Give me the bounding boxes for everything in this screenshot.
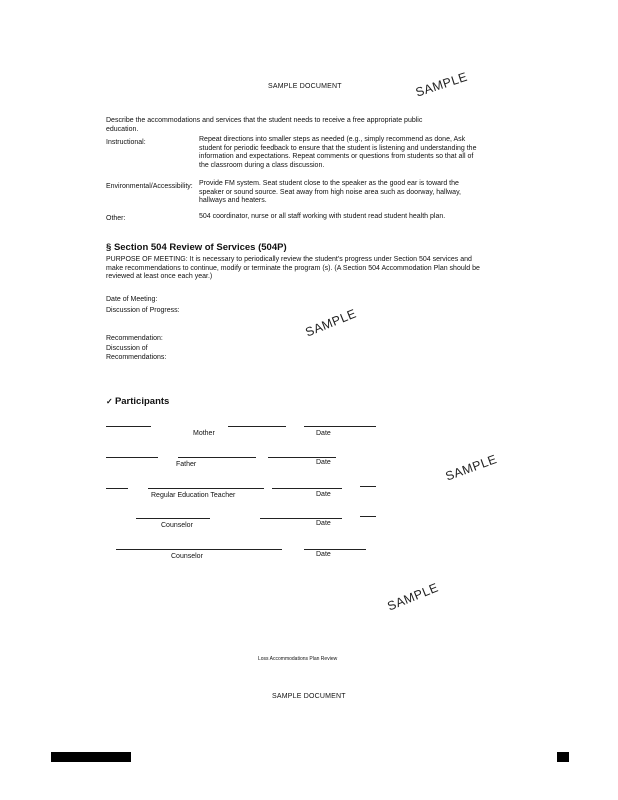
accommodation-text — [199, 213, 509, 222]
watermark-sample: SAMPLE — [413, 69, 470, 100]
signature-line — [272, 488, 342, 489]
purpose-text — [106, 256, 496, 282]
accommodation-line: hallways and heaters. — [199, 197, 267, 204]
redaction-bar — [557, 752, 569, 762]
signature-line — [148, 488, 264, 489]
participant-date: Date — [316, 520, 331, 527]
watermark-sample: SAMPLE — [303, 306, 359, 340]
discussion-progress-label: Discussion of Progress: — [106, 307, 180, 314]
accommodation-label: Other: — [106, 215, 126, 222]
watermark-sample: SAMPLE — [385, 580, 441, 614]
accommodation-text — [199, 136, 509, 170]
section-heading — [106, 242, 287, 253]
header-title: SAMPLE DOCUMENT — [268, 83, 342, 90]
purpose-line: make recommendations to continue, modify or terminate the program (s). (A Section 504 Accommodation Plan should be — [106, 264, 480, 272]
participants-heading — [106, 396, 169, 407]
accommodation-text — [199, 180, 509, 206]
check-icon: ✓ — [106, 397, 115, 406]
signature-line — [178, 457, 256, 458]
purpose-line: reviewed at least once each year.) — [106, 273, 213, 280]
participant-role: Counselor — [171, 553, 203, 560]
accommodation-line: Provide FM system. Seat student close to the speaker as the good ear is toward the — [199, 180, 459, 187]
signature-line — [360, 516, 376, 517]
redaction-bar — [51, 752, 131, 762]
participant-role: Counselor — [161, 522, 193, 529]
intro-line: education. — [106, 125, 139, 133]
signature-line — [106, 488, 128, 489]
accommodation-label: Instructional: — [106, 139, 146, 146]
signature-line — [228, 426, 286, 427]
footer-note: Loss Accommodations Plan Review — [258, 656, 338, 662]
participant-role: Regular Education Teacher — [151, 492, 236, 499]
signature-line — [360, 486, 376, 487]
accommodation-line: the classroom during a class discussion. — [199, 161, 325, 169]
watermark-sample: SAMPLE — [443, 452, 499, 484]
accommodation-line: student for periodic feedback to ensure that the student is listening and understanding the — [199, 144, 477, 152]
participant-role: Mother — [193, 430, 215, 437]
participant-role: Father — [176, 461, 197, 468]
signature-line — [304, 426, 376, 427]
signature-line — [106, 426, 151, 427]
purpose-line: PURPOSE OF MEETING: It is necessary to periodically review the student's progress under Section 504 services and — [106, 256, 472, 263]
signature-line — [106, 457, 158, 458]
accommodation-line: 504 coordinator, nurse or all staff working with student read student health plan. — [199, 213, 446, 220]
intro-line: Describe the accommodations and services that the student needs to receive a free appropriate public — [106, 117, 423, 124]
participant-date: Date — [316, 491, 331, 498]
participant-date: Date — [316, 551, 331, 558]
date-of-meeting-label: Date of Meeting: — [106, 296, 158, 303]
signature-line — [260, 518, 342, 519]
section-symbol: § — [106, 242, 114, 253]
signature-line — [136, 518, 210, 519]
discussion-label-line: Discussion of — [106, 345, 148, 352]
accommodation-line: Repeat directions into smaller steps as needed (e.g., simply recommend as done, Ask — [199, 136, 466, 143]
participants-heading-text: Participants — [114, 396, 170, 407]
signature-line — [116, 549, 282, 550]
discussion-recommendations-label — [106, 345, 166, 362]
intro-text — [106, 117, 506, 134]
signature-line — [268, 457, 336, 458]
recommendation-label: Recommendation: — [106, 335, 163, 342]
participant-date: Date — [316, 459, 331, 466]
accommodation-label: Environmental/Accessibility: — [106, 183, 193, 190]
signature-line — [304, 549, 366, 550]
section-heading-text: Section 504 Review of Services (504P) — [113, 242, 287, 253]
accommodation-line: information and expectations. Repeat comments or questions from students so that all of — [199, 153, 474, 160]
accommodation-line: speaker or sound source. Seat away from high noise area such as doorway, hallway, — [199, 188, 461, 196]
discussion-label-line: Recommendations: — [106, 353, 167, 361]
footer-title: SAMPLE DOCUMENT — [272, 693, 346, 700]
participant-date: Date — [316, 430, 331, 437]
